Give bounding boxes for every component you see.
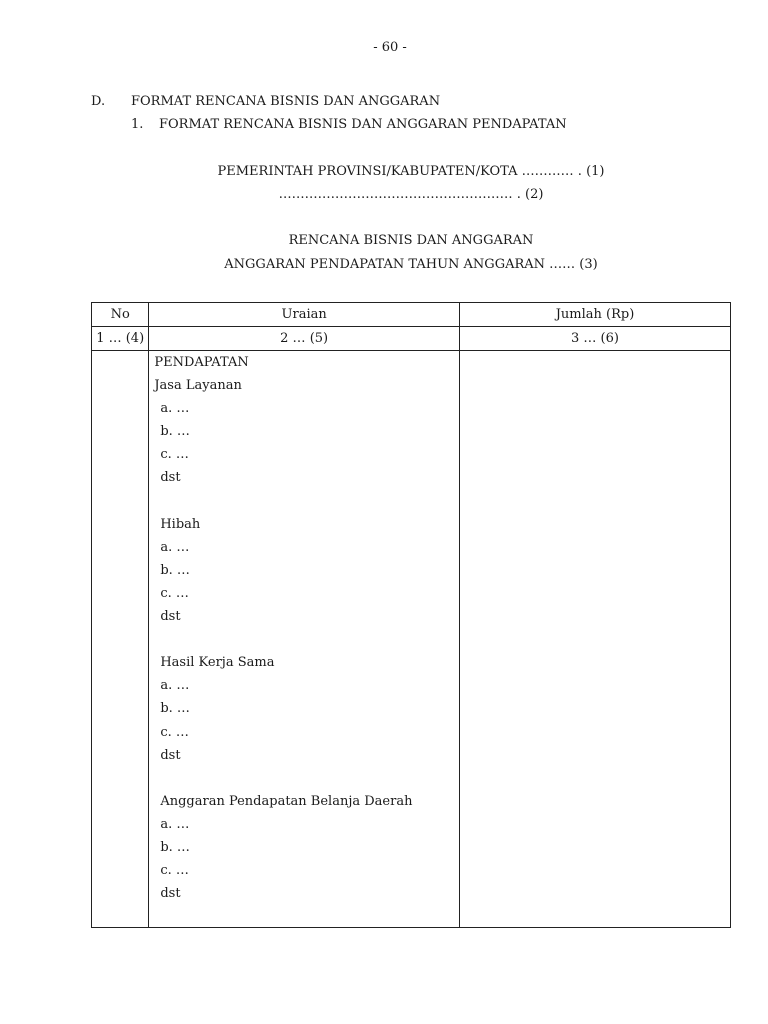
list-item: a. …: [160, 816, 190, 832]
section-letter: D.: [91, 94, 106, 109]
header-uraian: Uraian: [149, 303, 460, 327]
list-item: b. …: [160, 562, 190, 578]
list-item: dst: [160, 609, 181, 625]
header-jumlah: Jumlah (Rp): [459, 303, 730, 327]
table-header-row: [92, 303, 731, 327]
header-government-line: PEMERINTAH PROVINSI/KABUPATEN/KOTA ………… . (1): [217, 164, 605, 179]
list-item: b. …: [160, 424, 190, 440]
list-item: a. …: [160, 401, 190, 417]
list-item: b. …: [160, 839, 190, 855]
list-item: c. …: [160, 447, 189, 463]
subsection-number: 1.: [131, 117, 144, 132]
section-title: FORMAT RENCANA BISNIS DAN ANGGARAN: [131, 94, 441, 109]
subsection-title: FORMAT RENCANA BISNIS DAN ANGGARAN PENDAPATAN: [159, 117, 567, 132]
group-title: Anggaran Pendapatan Belanja Daerah: [160, 793, 413, 809]
group-spacer: [153, 490, 455, 513]
table-body-row: [92, 351, 731, 928]
list-item: c. …: [160, 863, 189, 879]
list-item: c. …: [160, 724, 189, 740]
group-title: Jasa Layanan: [154, 378, 242, 394]
table-index-row: [92, 327, 731, 351]
header-name-line: ……………………………………………… . (2): [278, 187, 544, 202]
budget-table: [91, 302, 731, 928]
body-jumlah-cell: [459, 351, 730, 928]
group-title: Hasil Kerja Sama: [160, 655, 275, 671]
list-item: a. …: [160, 678, 190, 694]
list-item: dst: [160, 747, 181, 763]
index-uraian: 2 … (5): [149, 327, 460, 351]
main-heading: PENDAPATAN: [154, 355, 249, 370]
header-plan-title: RENCANA BISNIS DAN ANGGARAN: [288, 233, 534, 248]
index-no: 1 … (4): [92, 327, 149, 351]
body-uraian-cell: [149, 351, 460, 928]
list-item: b. …: [160, 701, 190, 717]
group-title: Hibah: [160, 516, 201, 532]
group-spacer: [153, 628, 455, 651]
page-number: - 60 -: [373, 40, 407, 55]
header-no: No: [92, 303, 149, 327]
body-no-cell: [92, 351, 149, 928]
header-budget-title: ANGGARAN PENDAPATAN TAHUN ANGGARAN …… (3): [224, 257, 598, 272]
group-spacer: [153, 767, 455, 790]
list-item: dst: [160, 470, 181, 486]
index-jumlah: 3 … (6): [459, 327, 730, 351]
list-item: a. …: [160, 539, 190, 555]
list-item: dst: [160, 886, 181, 902]
list-item: c. …: [160, 585, 189, 601]
